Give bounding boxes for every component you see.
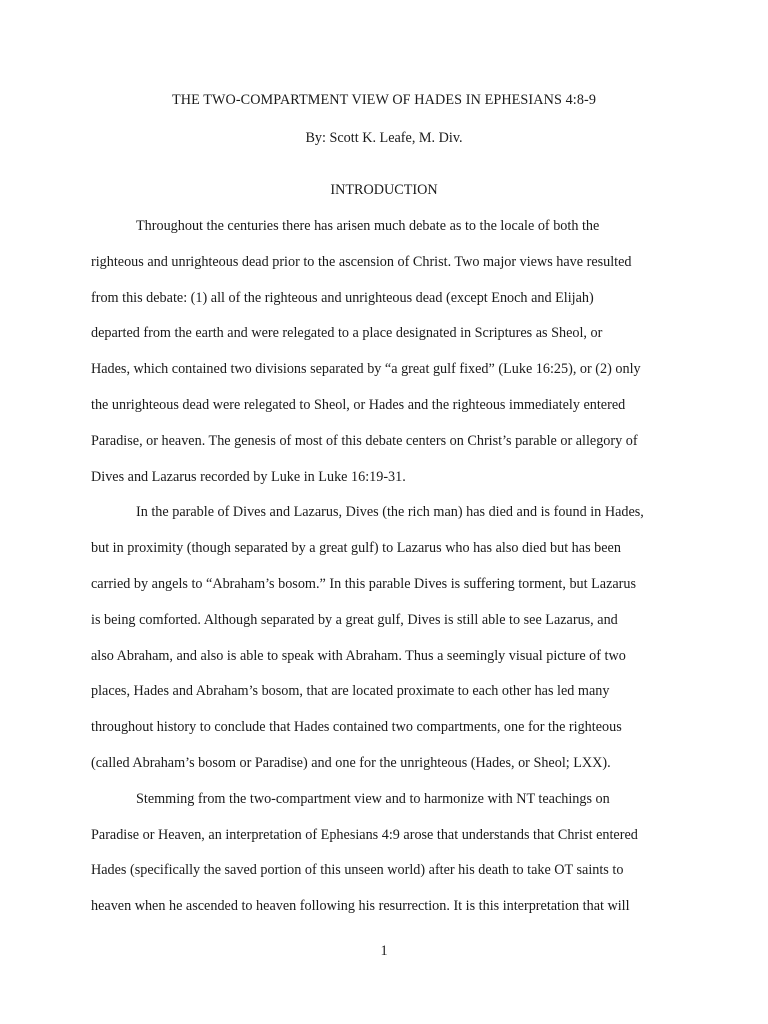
text-line: carried by angels to “Abraham’s bosom.” In this parable Dives is suffering torment, but Lazarus bbox=[91, 575, 637, 592]
text-line: (called Abraham’s bosom or Paradise) and one for the unrighteous (Hades, or Sheol; LXX). bbox=[91, 754, 611, 771]
text-line: but in proximity (though separated by a great gulf) to Lazarus who has also died but has been bbox=[91, 540, 621, 557]
text-line: Hades, which contained two divisions separated by “a great gulf fixed” (Luke 16:25), or (2) only bbox=[91, 361, 641, 378]
text-line: Hades (specifically the saved portion of this unseen world) after his death to take OT saints to bbox=[91, 862, 624, 879]
text-line: Stemming from the two-compartment view and to harmonize with NT teachings on bbox=[136, 790, 610, 807]
page-number: 1 bbox=[380, 943, 388, 959]
text-line: places, Hades and Abraham’s bosom, that are located proximate to each other has led many bbox=[91, 683, 610, 700]
text-line: In the parable of Dives and Lazarus, Dives (the rich man) has died and is found in Hades, bbox=[136, 504, 644, 521]
section-heading-introduction: INTRODUCTION bbox=[330, 182, 438, 198]
text-line: Paradise or Heaven, an interpretation of Ephesians 4:9 arose that understands that Christ entered bbox=[91, 826, 638, 843]
text-line: also Abraham, and also is able to speak with Abraham. Thus a seemingly visual picture of two bbox=[91, 647, 626, 664]
text-line: the unrighteous dead were relegated to Sheol, or Hades and the righteous immediately entered bbox=[91, 396, 626, 413]
text-line: is being comforted. Although separated by a great gulf, Dives is still able to see Lazarus, and bbox=[91, 611, 618, 628]
author-byline: By: Scott K. Leafe, M. Div. bbox=[305, 130, 463, 146]
text-line: Dives and Lazarus recorded by Luke in Luke 16:19-31. bbox=[91, 468, 406, 485]
text-line: Throughout the centuries there has arisen much debate as to the locale of both the bbox=[136, 218, 600, 234]
text-line: departed from the earth and were relegated to a place designated in Scriptures as Sheol, or bbox=[91, 325, 603, 342]
text-line: throughout history to conclude that Hades contained two compartments, one for the righteous bbox=[91, 719, 622, 736]
document-title: THE TWO-COMPARTMENT VIEW OF HADES IN EPHESIANS 4:8-9 bbox=[171, 92, 597, 108]
text-line: Paradise, or heaven. The genesis of most of this debate centers on Christ’s parable or allegory of bbox=[91, 432, 638, 449]
text-line: righteous and unrighteous dead prior to the ascension of Christ. Two major views have resulted bbox=[91, 253, 632, 270]
body-text bbox=[91, 209, 681, 925]
text-line: heaven when he ascended to heaven following his resurrection. It is this interpretation that will bbox=[91, 898, 630, 915]
text-line: from this debate: (1) all of the righteous and unrighteous dead (except Enoch and Elijah) bbox=[91, 289, 594, 306]
